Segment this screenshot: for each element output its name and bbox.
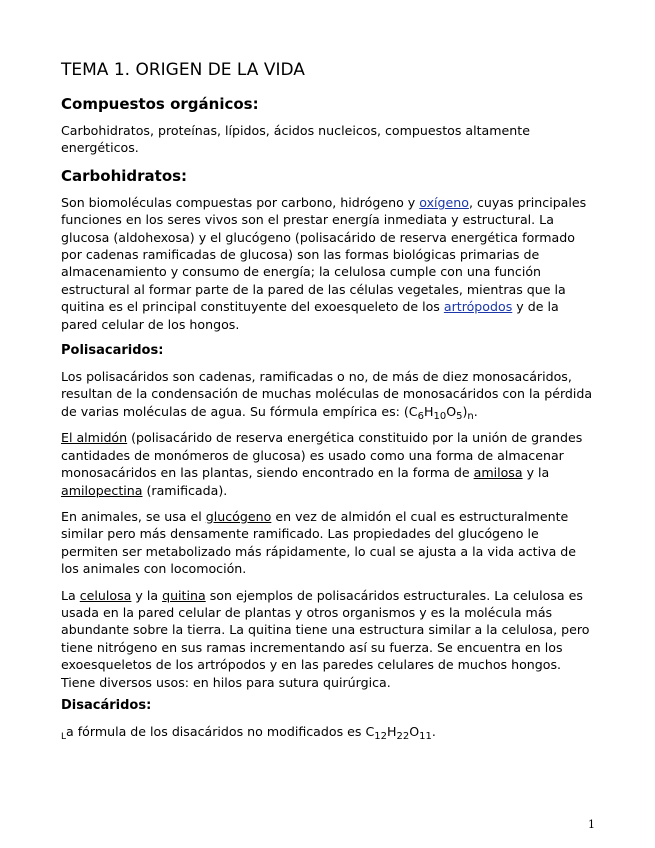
heading-disacaridos: Disacáridos: [61, 697, 152, 713]
paragraph-disacaridos-formula [61, 723, 597, 746]
paragraph-carbohidratos [61, 194, 597, 333]
text-segment: (polisacárido de reserva energética constituido por la unión de grandes cantidades de monómeros de glucosa) es usado como una forma de almacenar monosacáridos en las plantas, siendo encontrado en la forma de [61, 430, 583, 481]
formula-element: ) [462, 403, 468, 419]
paragraph-glucogeno [61, 508, 597, 578]
link-artropodos[interactable]: artrópodos [443, 299, 513, 315]
heading-compuestos-organicos: Compuestos orgánicos: [61, 95, 259, 113]
text-segment: en vez de almidón el cual es estructuralmente similar pero más densamente ramificado. Las propiedades del glucógeno le permiten ser metabolizado más rápidamente, lo cual se ajusta a la vida activa de los animales con locomoción. [61, 508, 577, 577]
text-segment: a fórmula de los disacáridos no modificados es C [66, 723, 375, 739]
subscript: 5 [456, 410, 463, 422]
underlined-amilopectina: amilopectina [61, 482, 143, 498]
underlined-quitina: quitina [162, 587, 206, 603]
paragraph-celulosa-quitina [61, 587, 597, 691]
subscript: 10 [433, 410, 447, 422]
page-title: TEMA 1. ORIGEN DE LA VIDA [61, 60, 305, 80]
paragraph-polisacaridos-formula [61, 368, 597, 420]
formula-element: O [446, 403, 457, 419]
formula-element: H [423, 403, 434, 419]
text-segment: En animales, se usa el [61, 508, 206, 524]
link-oxigeno[interactable]: oxígeno [419, 194, 469, 210]
text-segment: Los polisacáridos son cadenas, ramificadas o no, de más de diez monosacáridos, resultan de la condensación de muchas moléculas de monosacáridos con la pérdida de varias moléculas de agua. Su fórmula empírica es: (C [61, 369, 593, 419]
page-number: 1 [588, 818, 595, 831]
underlined-almidon: El almidón [61, 430, 128, 446]
text-segment: , cuyas principales funciones en los seres vivos son el prestar energía inmediata y estructural. La glucosa (aldohexosa) y el glucógeno (polisacárido de reserva energética formado por cadenas ramificadas de glucosa) son las formas biológicas primarias de almacenamiento y consumo de energía; la celulosa cumple con una función estructural al formar parte de la pared de las células vegetales, mientras que la quitina es el principal constituyente del exoesqueleto de los [61, 194, 587, 315]
text-segment: (ramificada). [142, 482, 228, 498]
formula-element: H [387, 723, 397, 739]
text-segment: y de la pared celular de los hongos. [61, 299, 559, 332]
underlined-celulosa: celulosa [79, 587, 132, 603]
small-initial-letter: L [61, 731, 67, 742]
paragraph-compuestos-organicos: Carbohidratos, proteínas, lípidos, ácidos nucleicos, compuestos altamente energéticos. [61, 123, 530, 156]
paragraph-almidon [61, 429, 597, 499]
text-segment: y la [131, 587, 163, 603]
subscript: 6 [417, 410, 424, 422]
heading-polisacaridos: Polisacaridos: [61, 343, 164, 359]
underlined-glucogeno: glucógeno [205, 508, 272, 524]
text-segment: son ejemplos de polisacáridos estructurales. La celulosa es usada en la pared celular de plantas y otros organismos y es la molécula más abundante sobre la tierra. La quitina tiene una estructura similar a la celulosa, pero tiene nitrógeno en sus ramas incrementando así su fuerza. Se encuentra en los exoesqueletos de los artrópodos y en las paredes celulares de muchos hongos. Tiene diversos usos: en hilos para sutura quirúrgica. [61, 587, 590, 690]
subscript: 11 [419, 730, 432, 742]
heading-carbohidratos: Carbohidratos: [61, 166, 188, 185]
subscript: n [467, 410, 474, 422]
underlined-amilosa: amilosa [473, 465, 523, 481]
document-page [61, 58, 597, 755]
formula-element: . [473, 403, 478, 419]
formula-element: . [431, 723, 436, 739]
formula-element: O [409, 723, 420, 739]
text-segment: Son biomoléculas compuestas por carbono, hidrógeno y [61, 194, 420, 210]
subscript: 22 [396, 730, 410, 742]
subscript: 12 [374, 730, 388, 742]
text-segment: y la [522, 465, 550, 481]
text-segment: La [61, 587, 80, 603]
